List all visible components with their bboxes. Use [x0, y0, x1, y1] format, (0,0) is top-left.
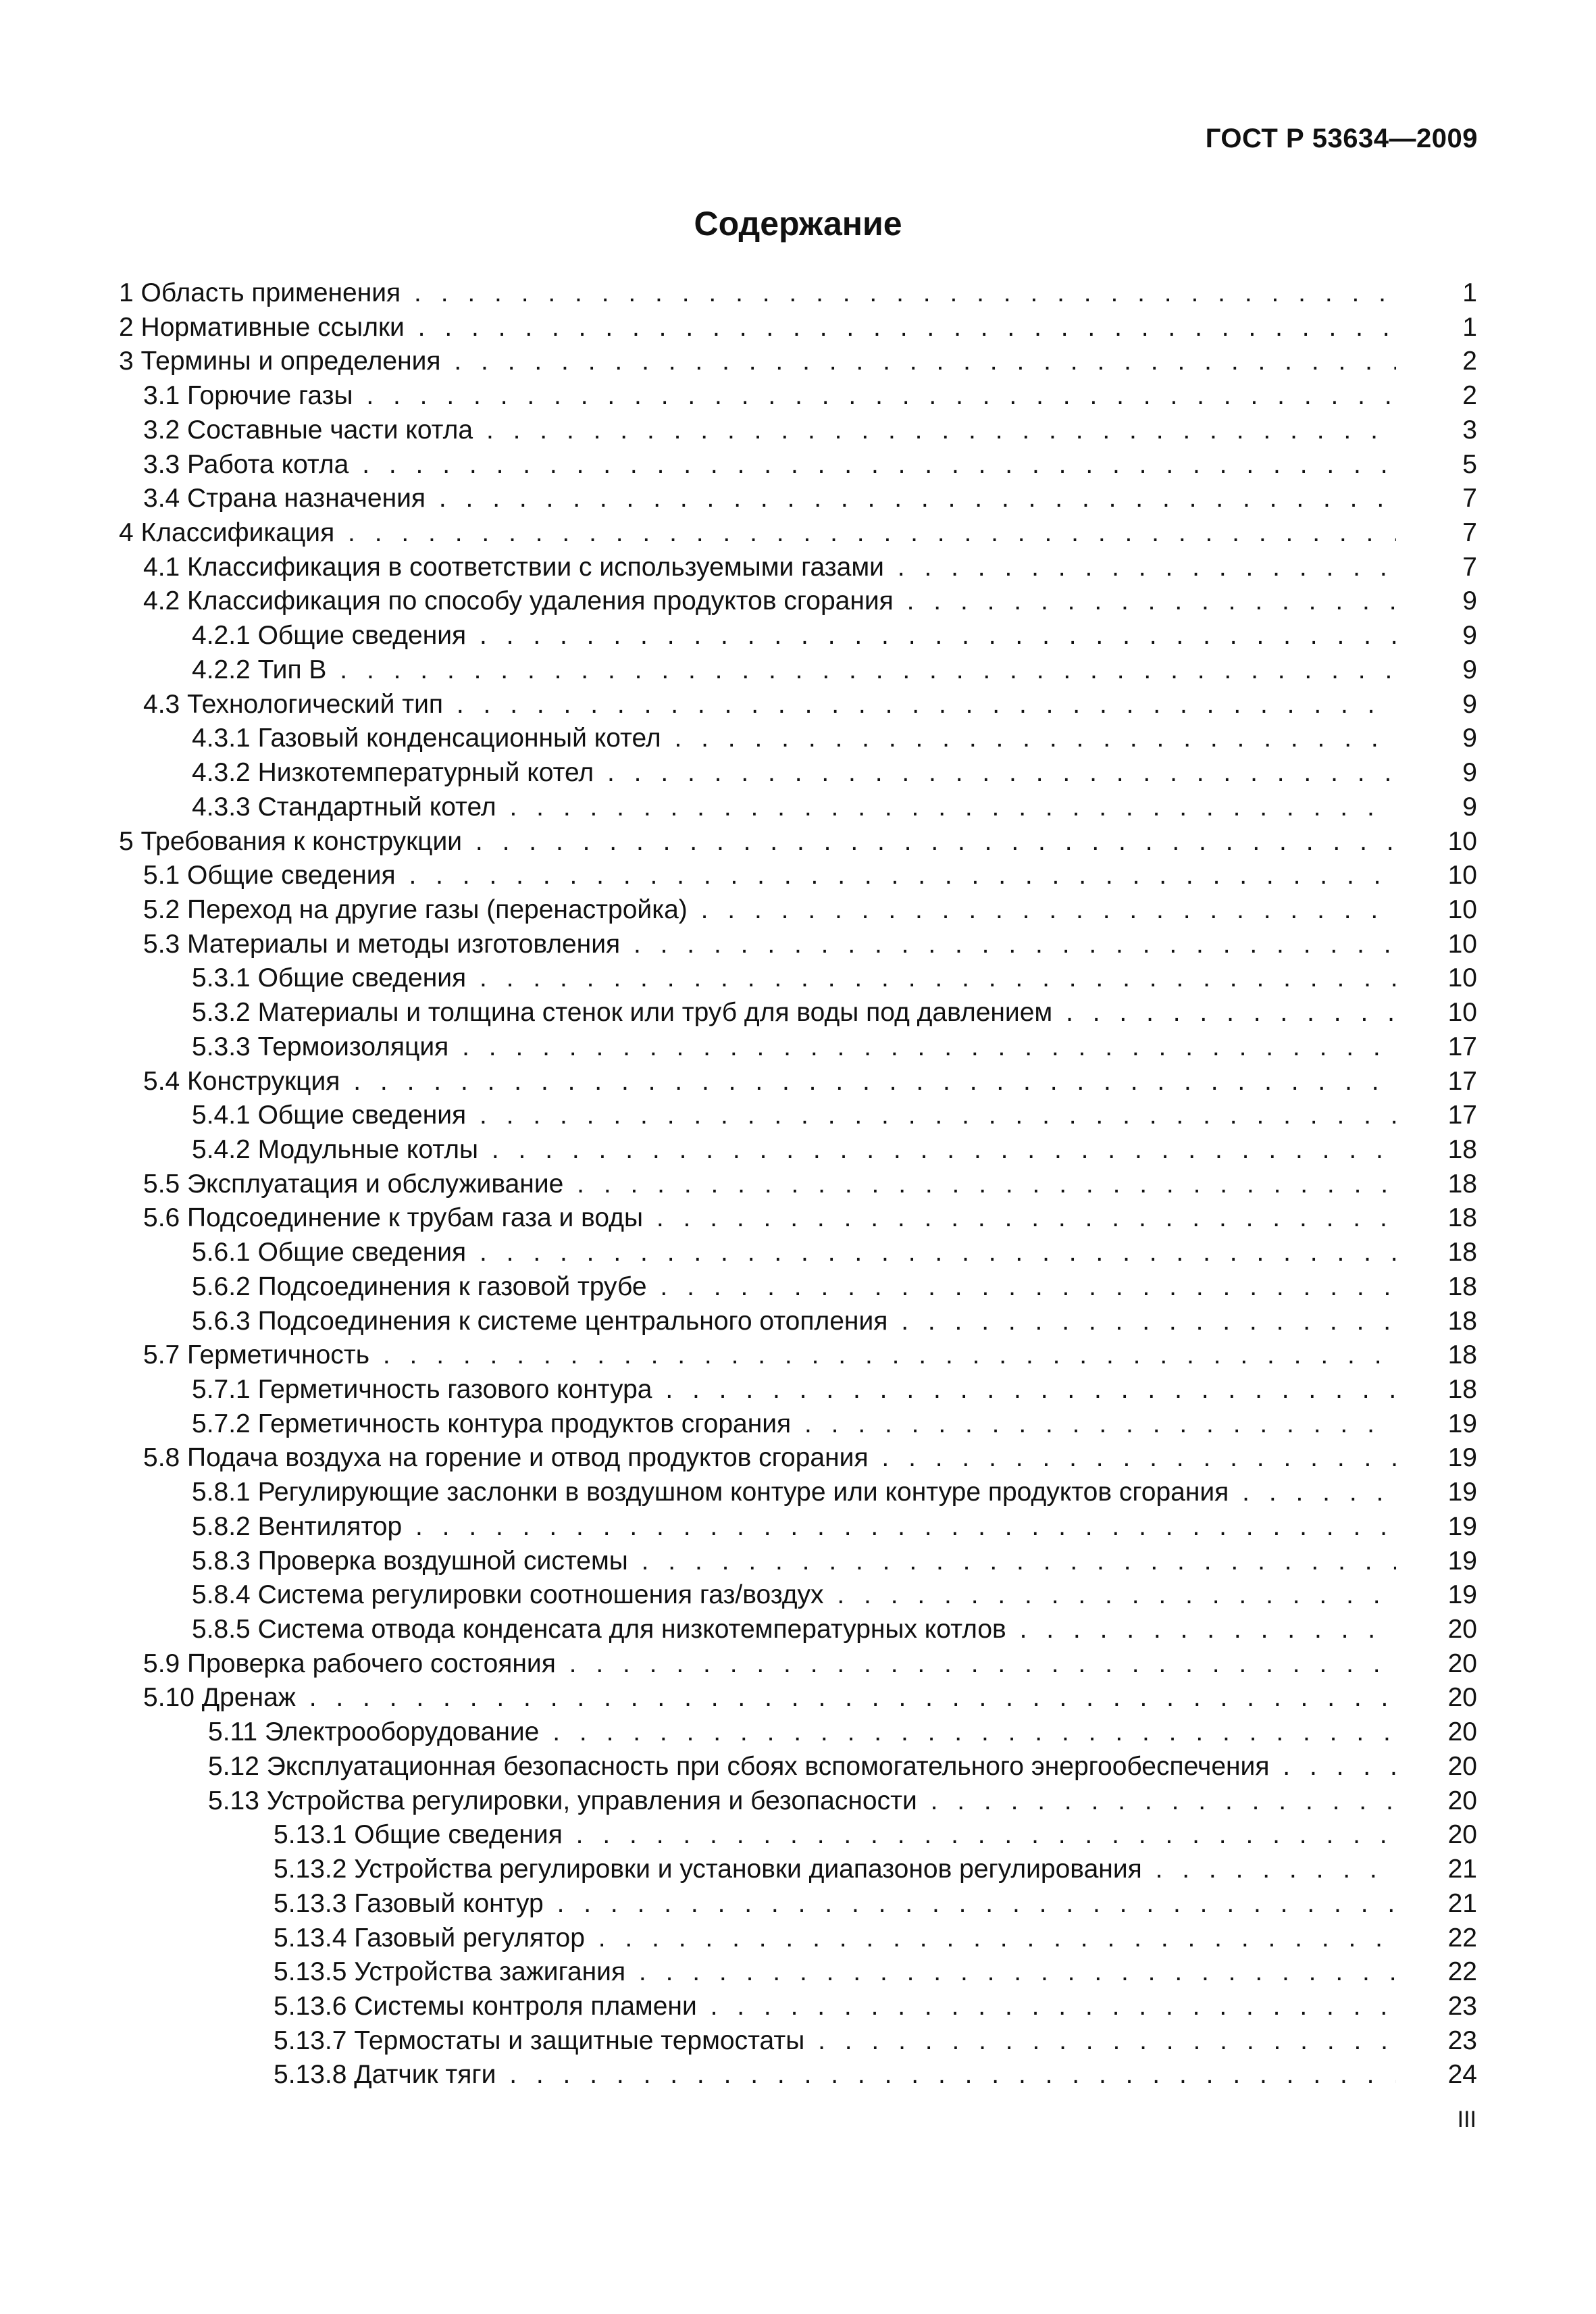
- toc-entry[interactable]: [119, 345, 1477, 379]
- toc-entry-page: 2: [1462, 381, 1477, 411]
- toc-entry[interactable]: [119, 790, 1477, 825]
- toc-entry-page: 7: [1462, 518, 1477, 548]
- toc-entry[interactable]: [119, 1647, 1477, 1682]
- toc-entry-title: 4.1 Классификация в соответствии с используемыми газами . . .: [119, 551, 1396, 585]
- toc-entry-title: 5.13.2 Устройства регулировки и установки диапазонов регулирования . . .: [119, 1853, 1396, 1887]
- toc-entry-title: 5.8 Подача воздуха на горение и отвод продуктов сгорания . . .: [119, 1441, 1396, 1476]
- toc-entry-page: 21: [1447, 1855, 1477, 1884]
- toc-entry-page: 9: [1462, 758, 1477, 788]
- toc-entry[interactable]: [119, 825, 1477, 859]
- toc-entry-title: 5.7.2 Герметичность контура продуктов сгорания . . .: [119, 1407, 1396, 1442]
- toc-entry-page: 19: [1447, 1546, 1477, 1576]
- toc-entry-title: 5.3.2 Материалы и толщина стенок или труб для воды под давлением . . .: [119, 996, 1396, 1030]
- toc-entry[interactable]: [119, 1236, 1477, 1270]
- toc-entry[interactable]: [119, 1407, 1477, 1442]
- toc-entry[interactable]: [119, 1133, 1477, 1167]
- toc-entry-title: 5.6.3 Подсоединения к системе центрального отопления . . .: [119, 1305, 1396, 1339]
- toc-entry-title: 5.1 Общие сведения . . .: [119, 859, 1396, 893]
- toc-entry-page: 21: [1447, 1888, 1477, 1918]
- toc-entry-page: 18: [1447, 1203, 1477, 1233]
- toc-entry[interactable]: [119, 961, 1477, 996]
- toc-entry[interactable]: [119, 619, 1477, 653]
- toc-entry-page: 22: [1447, 1957, 1477, 1987]
- toc-entry-page: 18: [1447, 1375, 1477, 1404]
- toc-entry-title: 5.9 Проверка рабочего состояния . . .: [119, 1647, 1396, 1682]
- toc-entry[interactable]: [119, 311, 1477, 345]
- toc-entry-title: 3.3 Работа котла . . .: [119, 448, 1396, 482]
- toc-entry-title: 5.4.1 Общие сведения . . .: [119, 1099, 1396, 1133]
- toc-entry[interactable]: [119, 1544, 1477, 1579]
- toc-entry-title: 5.12 Эксплуатационная безопасность при сбоях вспомогательного энергообеспечения . . .: [119, 1750, 1396, 1784]
- toc-entry[interactable]: [119, 1853, 1477, 1887]
- toc-entry[interactable]: [119, 1921, 1477, 1956]
- toc-entry-title: 2 Нормативные ссылки . . .: [119, 311, 1396, 345]
- toc-entry-title: 5.13.1 Общие сведения . . .: [119, 1818, 1396, 1853]
- toc-entry-page: 10: [1447, 963, 1477, 993]
- toc-entry[interactable]: [119, 1030, 1477, 1065]
- toc-entry-page: 3: [1462, 415, 1477, 445]
- toc-entry[interactable]: [119, 653, 1477, 688]
- toc-entry[interactable]: [119, 276, 1477, 311]
- toc-entry[interactable]: [119, 1065, 1477, 1099]
- toc-entry[interactable]: [119, 482, 1477, 516]
- toc-entry[interactable]: [119, 996, 1477, 1030]
- toc-entry-title: 5.13.4 Газовый регулятор . . .: [119, 1921, 1396, 1956]
- toc-entry-title: 3.1 Горючие газы . . .: [119, 379, 1396, 413]
- toc-entry-title: 5.2 Переход на другие газы (перенастройка) . . .: [119, 893, 1396, 928]
- toc-entry[interactable]: [119, 928, 1477, 962]
- toc-entry-page: 18: [1447, 1238, 1477, 1267]
- toc-entry[interactable]: [119, 551, 1477, 585]
- toc-entry-page: 10: [1447, 861, 1477, 890]
- toc-entry-title: 5.8.3 Проверка воздушной системы . . .: [119, 1544, 1396, 1579]
- toc-entry-page: 24: [1447, 2060, 1477, 2090]
- toc-entry-page: 18: [1447, 1134, 1477, 1164]
- toc-entry[interactable]: [119, 1578, 1477, 1613]
- toc-entry-title: 1 Область применения . . .: [119, 276, 1396, 311]
- toc-entry[interactable]: [119, 893, 1477, 928]
- toc-entry-page: 2: [1462, 347, 1477, 376]
- toc-entry[interactable]: [119, 1818, 1477, 1853]
- toc-entry-title: 5.8.2 Вентилятор . . .: [119, 1510, 1396, 1544]
- toc-entry-title: 5.4.2 Модульные котлы . . .: [119, 1133, 1396, 1167]
- toc-entry-title: 5.3 Материалы и методы изготовления . . .: [119, 928, 1396, 962]
- toc-entry-title: 5.8.4 Система регулировки соотношения газ/воздух . . .: [119, 1578, 1396, 1613]
- toc-entry[interactable]: [119, 516, 1477, 551]
- toc-entry-page: 22: [1447, 1923, 1477, 1953]
- toc-entry[interactable]: [119, 1167, 1477, 1202]
- toc-entry[interactable]: [119, 448, 1477, 482]
- toc-entry-page: 20: [1447, 1683, 1477, 1713]
- toc-entry-page: 20: [1447, 1615, 1477, 1644]
- toc-entry-page: 10: [1447, 895, 1477, 924]
- toc-entry-page: 19: [1447, 1409, 1477, 1438]
- toc-entry-title: 4.3.2 Низкотемпературный котел . . .: [119, 756, 1396, 790]
- toc-entry-page: 19: [1447, 1443, 1477, 1473]
- toc-entry-title: 3 Термины и определения . . .: [119, 345, 1396, 379]
- toc-entry-title: 5.13.7 Термостаты и защитные термостаты . . .: [119, 2024, 1396, 2059]
- toc-entry-page: 19: [1447, 1511, 1477, 1541]
- toc-entry[interactable]: [119, 756, 1477, 790]
- toc-entry-title: 5.7.1 Герметичность газового контура . . .: [119, 1373, 1396, 1407]
- toc-entry[interactable]: [119, 584, 1477, 619]
- toc-entry-title: 5.10 Дренаж . . .: [119, 1681, 1396, 1715]
- toc-entry-title: 4.2 Классификация по способу удаления продуктов сгорания . . .: [119, 584, 1396, 619]
- toc-entry[interactable]: [119, 722, 1477, 756]
- toc-entry[interactable]: [119, 1613, 1477, 1647]
- toc-entry-title: 4.3.3 Стандартный котел . . .: [119, 790, 1396, 825]
- toc-entry-title: 5.6.1 Общие сведения . . .: [119, 1236, 1396, 1270]
- toc-entry-title: 5.11 Электрооборудование . . .: [119, 1715, 1396, 1750]
- toc-entry-page: 5: [1462, 449, 1477, 479]
- toc-entry-title: 5.13.8 Датчик тяги . . .: [119, 2058, 1396, 2092]
- toc-entry-page: 9: [1462, 792, 1477, 822]
- toc-entry-page: 9: [1462, 689, 1477, 719]
- toc-entry-title: 5.6 Подсоединение к трубам газа и воды . . .: [119, 1201, 1396, 1236]
- toc-entry-title: 5.4 Конструкция . . .: [119, 1065, 1396, 1099]
- toc-entry-title: 5 Требования к конструкции . . .: [119, 825, 1396, 859]
- toc-entry[interactable]: [119, 1510, 1477, 1544]
- toc-entry[interactable]: [119, 1887, 1477, 1921]
- toc-entry-page: 20: [1447, 1786, 1477, 1815]
- toc-entry-page: 18: [1447, 1340, 1477, 1370]
- toc-entry-title: 5.3.1 Общие сведения . . .: [119, 961, 1396, 996]
- toc-entry-title: 5.8.1 Регулирующие заслонки в воздушном контуре или контуре продуктов сгорания . . .: [119, 1476, 1396, 1510]
- toc-entry-title: 5.5 Эксплуатация и обслуживание . . .: [119, 1167, 1396, 1202]
- toc-entry[interactable]: [119, 1338, 1477, 1373]
- toc-entry[interactable]: [119, 1681, 1477, 1715]
- toc-entry-title: 5.13.3 Газовый контур . . .: [119, 1887, 1396, 1921]
- toc-entry-title: 4.2.2 Тип В . . .: [119, 653, 1396, 688]
- toc-entry-page: 9: [1462, 586, 1477, 616]
- toc-entry-page: 7: [1462, 552, 1477, 582]
- toc-entry[interactable]: [119, 859, 1477, 893]
- toc-entry-page: 23: [1447, 1991, 1477, 2021]
- toc-entry-page: 17: [1447, 1101, 1477, 1130]
- toc-entry[interactable]: [119, 688, 1477, 722]
- toc-entry-page: 17: [1447, 1032, 1477, 1061]
- toc-entry-title: 5.8.5 Система отвода конденсата для низкотемпературных котлов . . .: [119, 1613, 1396, 1647]
- toc-entry-page: 20: [1447, 1717, 1477, 1747]
- table-of-contents: [119, 276, 1477, 2092]
- toc-entry-title: 5.3.3 Термоизоляция . . .: [119, 1030, 1396, 1065]
- toc-entry-title: 5.13.5 Устройства зажигания . . .: [119, 1955, 1396, 1990]
- toc-entry-page: 10: [1447, 929, 1477, 959]
- toc-entry[interactable]: [119, 2058, 1477, 2092]
- toc-entry[interactable]: [119, 1441, 1477, 1476]
- toc-entry-page: 19: [1447, 1478, 1477, 1507]
- toc-entry-title: 3.2 Составные части котла . . .: [119, 413, 1396, 448]
- toc-entry-page: 20: [1447, 1820, 1477, 1850]
- toc-entry[interactable]: [119, 1955, 1477, 1990]
- toc-entry-title: 5.13.6 Системы контроля пламени . . .: [119, 1990, 1396, 2024]
- toc-entry-title: 4.3 Технологический тип . . .: [119, 688, 1396, 722]
- toc-entry-title: 3.4 Страна назначения . . .: [119, 482, 1396, 516]
- toc-entry-title: 4 Классификация . . .: [119, 516, 1396, 551]
- toc-entry-page: 18: [1447, 1272, 1477, 1301]
- toc-entry[interactable]: [119, 2024, 1477, 2059]
- toc-entry-title: 5.6.2 Подсоединения к газовой трубе . . .: [119, 1270, 1396, 1305]
- toc-entry-page: 7: [1462, 484, 1477, 513]
- toc-entry[interactable]: [119, 379, 1477, 413]
- toc-entry[interactable]: [119, 1373, 1477, 1407]
- toc-entry[interactable]: [119, 1715, 1477, 1750]
- toc-entry-page: 1: [1462, 312, 1477, 342]
- toc-entry[interactable]: [119, 1305, 1477, 1339]
- toc-entry-page: 18: [1447, 1169, 1477, 1199]
- toc-entry-page: 20: [1447, 1649, 1477, 1678]
- toc-entry[interactable]: [119, 1784, 1477, 1819]
- toc-entry-title: 4.2.1 Общие сведения . . .: [119, 619, 1396, 653]
- toc-entry-page: 18: [1447, 1306, 1477, 1336]
- document-code: ГОСТ Р 53634—2009: [1205, 124, 1478, 153]
- toc-entry-page: 9: [1462, 655, 1477, 684]
- toc-entry[interactable]: [119, 1476, 1477, 1510]
- toc-entry-page: 9: [1462, 621, 1477, 651]
- toc-entry[interactable]: [119, 1270, 1477, 1305]
- toc-entry-page: 19: [1447, 1580, 1477, 1610]
- toc-entry-page: 1: [1462, 278, 1477, 307]
- toc-entry[interactable]: [119, 1750, 1477, 1784]
- toc-entry-page: 10: [1447, 998, 1477, 1028]
- toc-entry-title: 4.3.1 Газовый конденсационный котел . . .: [119, 722, 1396, 756]
- toc-entry-page: 20: [1447, 1751, 1477, 1781]
- page-number: III: [1457, 2107, 1476, 2132]
- toc-entry-page: 23: [1447, 2026, 1477, 2055]
- toc-entry-title: 5.7 Герметичность . . .: [119, 1338, 1396, 1373]
- page-title: Содержание: [694, 205, 902, 243]
- toc-entry[interactable]: [119, 1990, 1477, 2024]
- toc-entry[interactable]: [119, 1201, 1477, 1236]
- toc-entry-title: 5.13 Устройства регулировки, управления и безопасности . . .: [119, 1784, 1396, 1819]
- toc-entry[interactable]: [119, 1099, 1477, 1133]
- toc-entry[interactable]: [119, 413, 1477, 448]
- toc-entry-page: 9: [1462, 724, 1477, 753]
- toc-entry-page: 17: [1447, 1066, 1477, 1096]
- toc-entry-page: 10: [1447, 826, 1477, 856]
